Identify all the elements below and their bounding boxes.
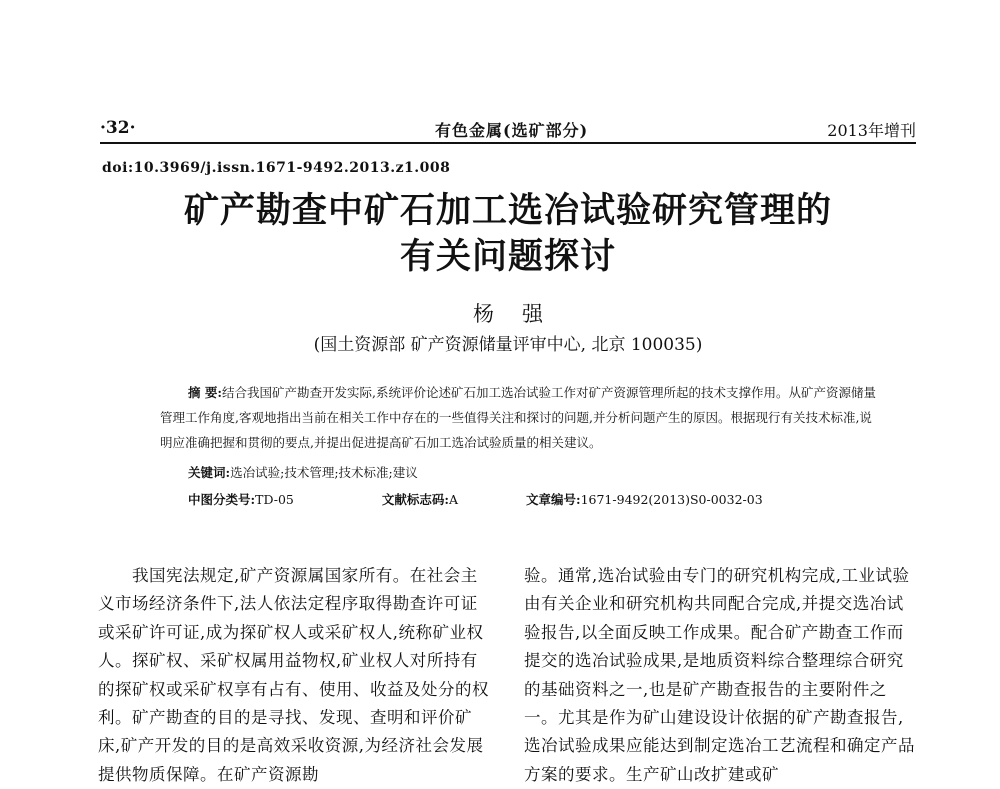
author-name: 杨强: [473, 302, 571, 326]
author-affiliation: (国土资源部 矿产资源储量评审中心, 北京 100035): [313, 335, 703, 355]
abstract: [160, 380, 880, 455]
doc-code-label: 文献标志码:: [381, 492, 449, 507]
journal-name: 有色金属(选矿部分): [435, 121, 589, 140]
clc-value: TD-05: [255, 492, 294, 507]
running-header: [100, 118, 916, 144]
body-paragraph-right: 验。通常,选冶试验由专门的研究机构完成,工业试验由有关企业和研究机构共同配合完成,并提交选冶试验报告,以全面反映工作成果。配合矿产勘查工作而提交的选冶试验成果,是地质资料综合整理综合研究的基础资料之一,也是矿产勘查报告的主要附件之一。尤其是作为矿山建设设计依据的矿产勘查报告,选冶试验成果应能达到制定选冶工艺流程和确定产品方案的要求。生产矿山改扩建或矿: [524, 566, 915, 784]
title-line-2: 有关问题探讨: [399, 236, 616, 277]
page-number: ·32·: [100, 118, 136, 138]
issue-label: 2013年增刊: [827, 121, 916, 140]
body-column-right: [524, 562, 916, 789]
abstract-paragraph: [160, 380, 880, 455]
keywords-text: 选冶试验;技术管理;技术标准;建议: [230, 465, 418, 480]
clc-label: 中图分类号:: [188, 492, 256, 507]
abstract-label: 摘 要:: [188, 385, 222, 400]
header-rule: [100, 142, 916, 144]
doi: doi:10.3969/j.issn.1671-9492.2013.z1.008: [102, 160, 451, 176]
article-no-value: 1671-9492(2013)S0-0032-03: [580, 492, 763, 507]
keywords-label: 关键词:: [188, 465, 231, 480]
keywords-line: [188, 463, 418, 481]
abstract-text: 结合我国矿产勘查开发实际,系统评价论述矿石加工选冶试验工作对矿产资源管理所起的技术支撑作用。从矿产资源储量管理工作角度,客观地指出当前在相关工作中存在的一些值得关注和探讨的问题,并分析问题产生的原因。根据现行有关技术标准,说明应准确把握和贯彻的要点,并提出促进提高矿石加工选冶试验质量的相关建议。: [160, 385, 876, 450]
body-paragraph-left: 我国宪法规定,矿产资源属国家所有。在社会主义市场经济条件下,法人依法定程序取得勘查许可证或采矿许可证,成为探矿权人或采矿权人,统称矿业权人。探矿权、采矿权属用益物权,矿业权人对所持有的探矿权或采矿权享有占有、使用、收益及处分的权利。矿产勘查的目的是寻找、发现、查明和评价矿床,矿产开发的目的是高效采收资源,为经济社会发展提供物质保障。在矿产资源勘: [98, 566, 489, 784]
classification-line: [188, 490, 763, 508]
doc-code-value: A: [448, 492, 458, 507]
body-column-left: [98, 562, 494, 789]
article-no-label: 文章编号:: [525, 492, 581, 507]
article-title: [100, 188, 916, 280]
title-line-1: 矿产勘查中矿石加工选冶试验研究管理的: [183, 190, 832, 231]
